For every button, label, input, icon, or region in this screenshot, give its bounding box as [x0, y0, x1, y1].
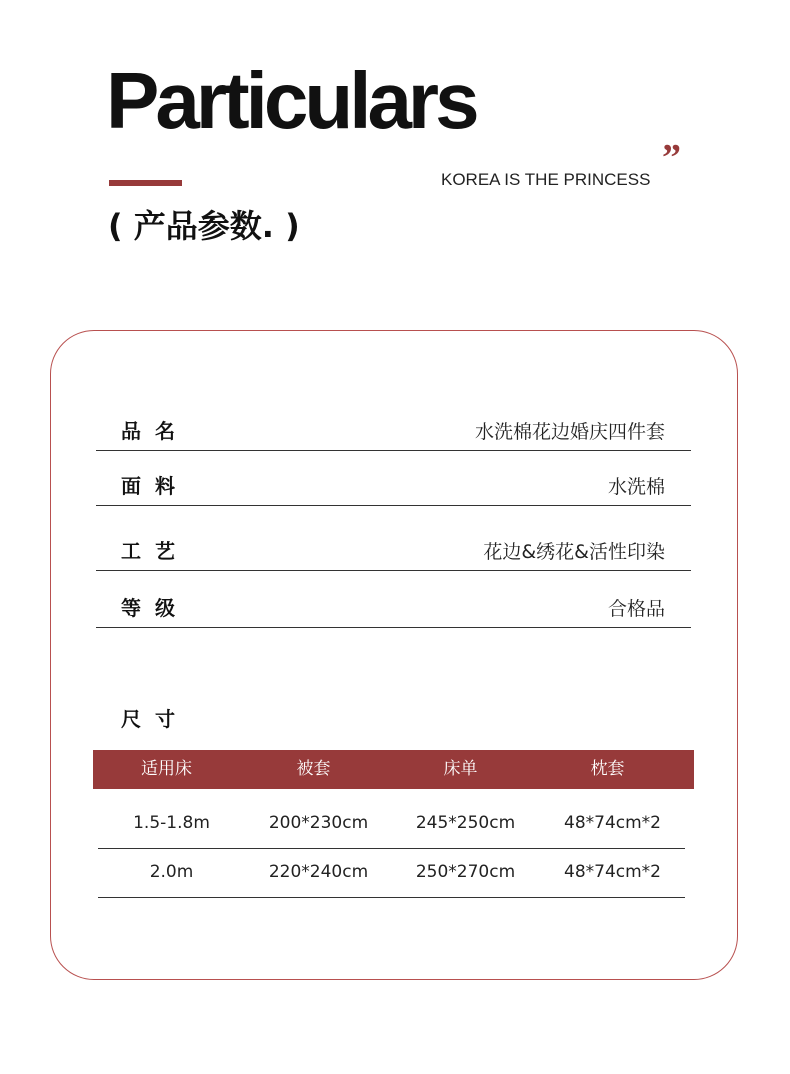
spec-row-name [96, 394, 691, 451]
spec-value: 花边&绣花&活性印染 [483, 541, 665, 563]
table-row [98, 849, 685, 898]
spec-row-grade [96, 571, 691, 628]
table-cell: 1.5-1.8m [133, 813, 210, 833]
page-title: Particulars [106, 56, 476, 145]
table-cell: 250*270cm [415, 862, 516, 882]
table-cell: 200*230cm [268, 813, 369, 833]
spec-row-fabric [96, 449, 691, 506]
spec-value: 合格品 [607, 598, 665, 620]
spec-label: 面料 [121, 474, 189, 498]
table-cell: 48*74cm*2 [564, 862, 661, 882]
spec-label: 工艺 [121, 539, 189, 563]
spec-value: 水洗棉 [607, 476, 665, 498]
quote-mark: ” [662, 137, 681, 179]
table-cell: 2.0m [149, 862, 194, 882]
spec-value: 水洗棉花边婚庆四件套 [474, 421, 665, 443]
table-row [98, 800, 685, 849]
header-cell-sheet: 床单 [443, 759, 478, 779]
header-cell-duvet: 被套 [296, 759, 331, 779]
table-cell: 48*74cm*2 [564, 813, 661, 833]
spec-row-craft [96, 514, 691, 571]
header-cell-pillowcase: 枕套 [590, 759, 625, 779]
table-cell: 220*240cm [268, 862, 369, 882]
table-cell: 245*250cm [415, 813, 516, 833]
header-cell-bed: 适用床 [141, 759, 192, 779]
section-subtitle: ( 产品参数. ) [108, 207, 300, 245]
size-table-header [93, 750, 694, 789]
accent-bar [109, 180, 182, 186]
size-section-label: 尺寸 [121, 707, 189, 731]
spec-label: 等级 [121, 596, 189, 620]
size-table [93, 750, 694, 882]
tagline: KOREA IS THE PRINCESS [441, 170, 651, 189]
spec-label: 品名 [121, 419, 189, 443]
